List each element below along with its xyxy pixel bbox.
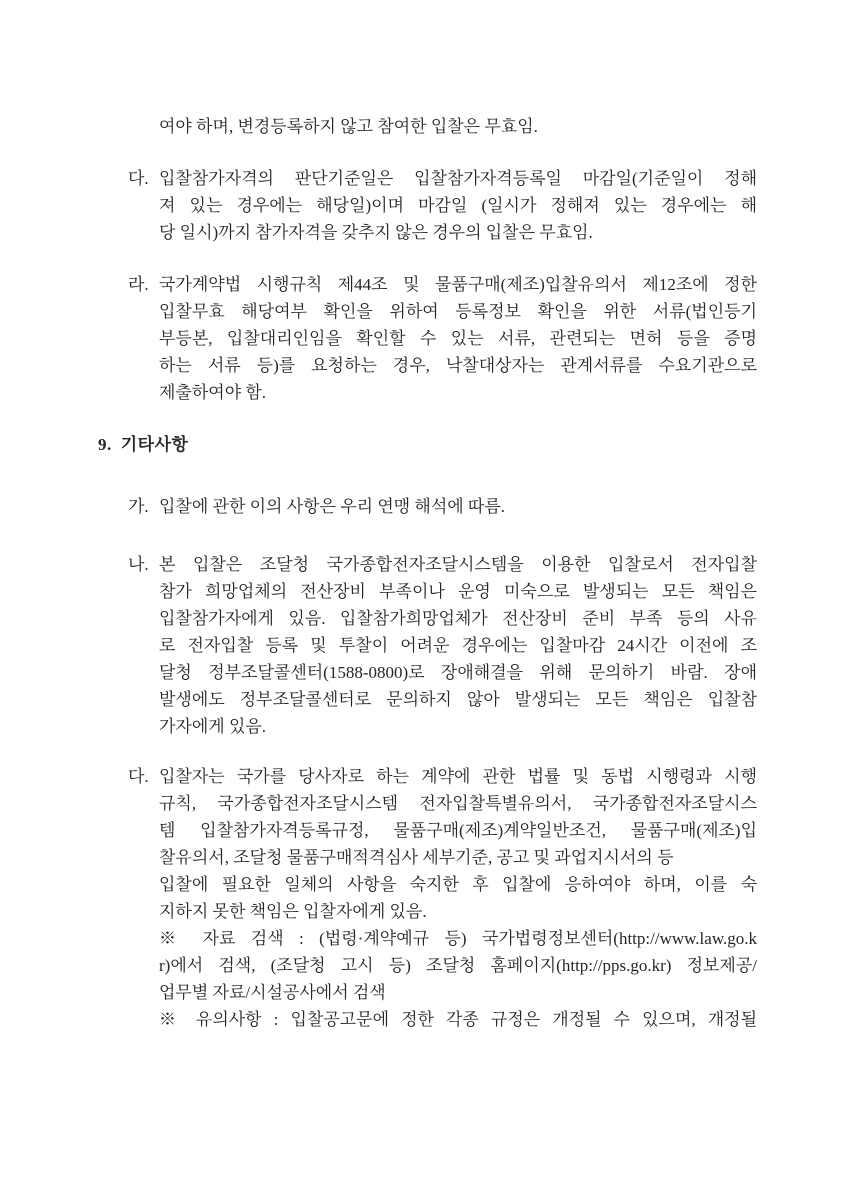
text-line: 찰유의서, 조달청 물품구매적격심사 세부기준, 공고 및 과업지시서의 등: [159, 848, 674, 867]
list-item-marker: 가.: [128, 497, 149, 516]
list-item-ga-objection: [98, 493, 757, 520]
text-line: 지하지 못한 책임은 입찰자에게 있음.: [159, 902, 427, 921]
text-line: 입찰참가자에게 있음. 입찰참가희망업체가 전산장비 준비 부족 등의 사유: [159, 609, 757, 628]
text-line: 제출하여야 함.: [159, 383, 267, 402]
text-line: 달청 정부조달콜센터(1588-0800)로 장애해결을 위해 문의하기 바람. 장애: [159, 663, 757, 682]
text-line: 국가계약법 시행규칙 제44조 및 물품구매(제조)입찰유의서 제12조에 정한: [159, 275, 757, 294]
list-item-marker: 다.: [128, 169, 149, 188]
text-line: r)에서 검색, (조달청 고시 등) 조달청 홈페이지(http://pps.go.kr) 정보제공/: [159, 956, 757, 975]
text-line: 발생에도 정부조달콜센터로 문의하지 않아 발생되는 모든 책임은 입찰참: [159, 690, 757, 709]
list-item-da-bidder-responsibility: [98, 763, 757, 1033]
list-item-ra-invalid-bid-documents: [98, 271, 757, 406]
document-content: [98, 113, 757, 1058]
text-line: ※ 자료 검색 : (법령·계약예규 등) 국가법령정보센터(http://www.law.go.k: [159, 929, 757, 948]
text-line: 본 입찰은 조달청 국가종합전자조달시스템을 이용한 입찰로서 전자입찰: [159, 555, 757, 574]
list-item-na-electronic-bid: [98, 551, 757, 740]
text-line: 져 있는 경우에는 해당일)이며 마감일 (일시가 정해져 있는 경우에는 해: [159, 196, 757, 215]
text-line: 업무별 자료/시설공사에서 검색: [159, 983, 386, 1002]
text-line: 부등본, 입찰대리인임을 확인할 수 있는 서류, 관련되는 면허 등을 증명: [159, 329, 757, 348]
text-line: 규칙, 국가종합전자조달시스템 전자입찰특별유의서, 국가종합전자조달시스: [159, 794, 757, 813]
list-item-marker: 나.: [128, 555, 149, 574]
list-item-body: [159, 493, 757, 520]
text-line: 가자에게 있음.: [159, 717, 267, 736]
section-number: 9.: [98, 435, 112, 454]
text-line: ※ 유의사항 : 입찰공고문에 정한 각종 규정은 개정될 수 있으며, 개정될: [159, 1010, 757, 1029]
continuation-paragraph: [159, 113, 757, 140]
list-item-body: [159, 551, 757, 740]
text-line: 템 입찰참가자격등록규정, 물품구매(제조)계약일반조건, 물품구매(제조)입: [159, 821, 757, 840]
list-item-marker: 다.: [128, 767, 149, 786]
list-item-body: [159, 165, 757, 246]
list-item-marker: 라.: [128, 275, 149, 294]
list-item-body: [159, 271, 757, 406]
list-item-body: [159, 763, 757, 1033]
section-header-etc: [98, 431, 757, 458]
text-line: 여야 하며, 변경등록하지 않고 참여한 입찰은 무효임.: [159, 117, 538, 136]
text-line: 입찰참가자격의 판단기준일은 입찰참가자격등록일 마감일(기준일이 정해: [159, 169, 757, 188]
text-line: 입찰에 관한 이의 사항은 우리 연맹 해석에 따름.: [159, 497, 506, 516]
text-line: 입찰무효 해당여부 확인을 위하여 등록정보 확인을 위한 서류(법인등기: [159, 302, 757, 321]
text-line: 당 일시)까지 참가자격을 갖추지 않은 경우의 입찰은 무효임.: [159, 223, 593, 242]
list-item-da-bid-qualification: [98, 165, 757, 246]
text-line: 하는 서류 등)를 요청하는 경우, 낙찰대상자는 관계서류를 수요기관으로: [159, 356, 757, 375]
text-line: 입찰자는 국가를 당사자로 하는 계약에 관한 법률 및 동법 시행령과 시행: [159, 767, 757, 786]
text-line: 참가 희망업체의 전산장비 부족이나 운영 미숙으로 발생되는 모든 책임은: [159, 582, 757, 601]
section-title: 기타사항: [120, 435, 189, 454]
text-line: 입찰에 필요한 일체의 사항을 숙지한 후 입찰에 응하여야 하며, 이를 숙: [159, 875, 757, 894]
text-line: 로 전자입찰 등록 및 투찰이 어려운 경우에는 입찰마감 24시간 이전에 조: [159, 636, 757, 655]
